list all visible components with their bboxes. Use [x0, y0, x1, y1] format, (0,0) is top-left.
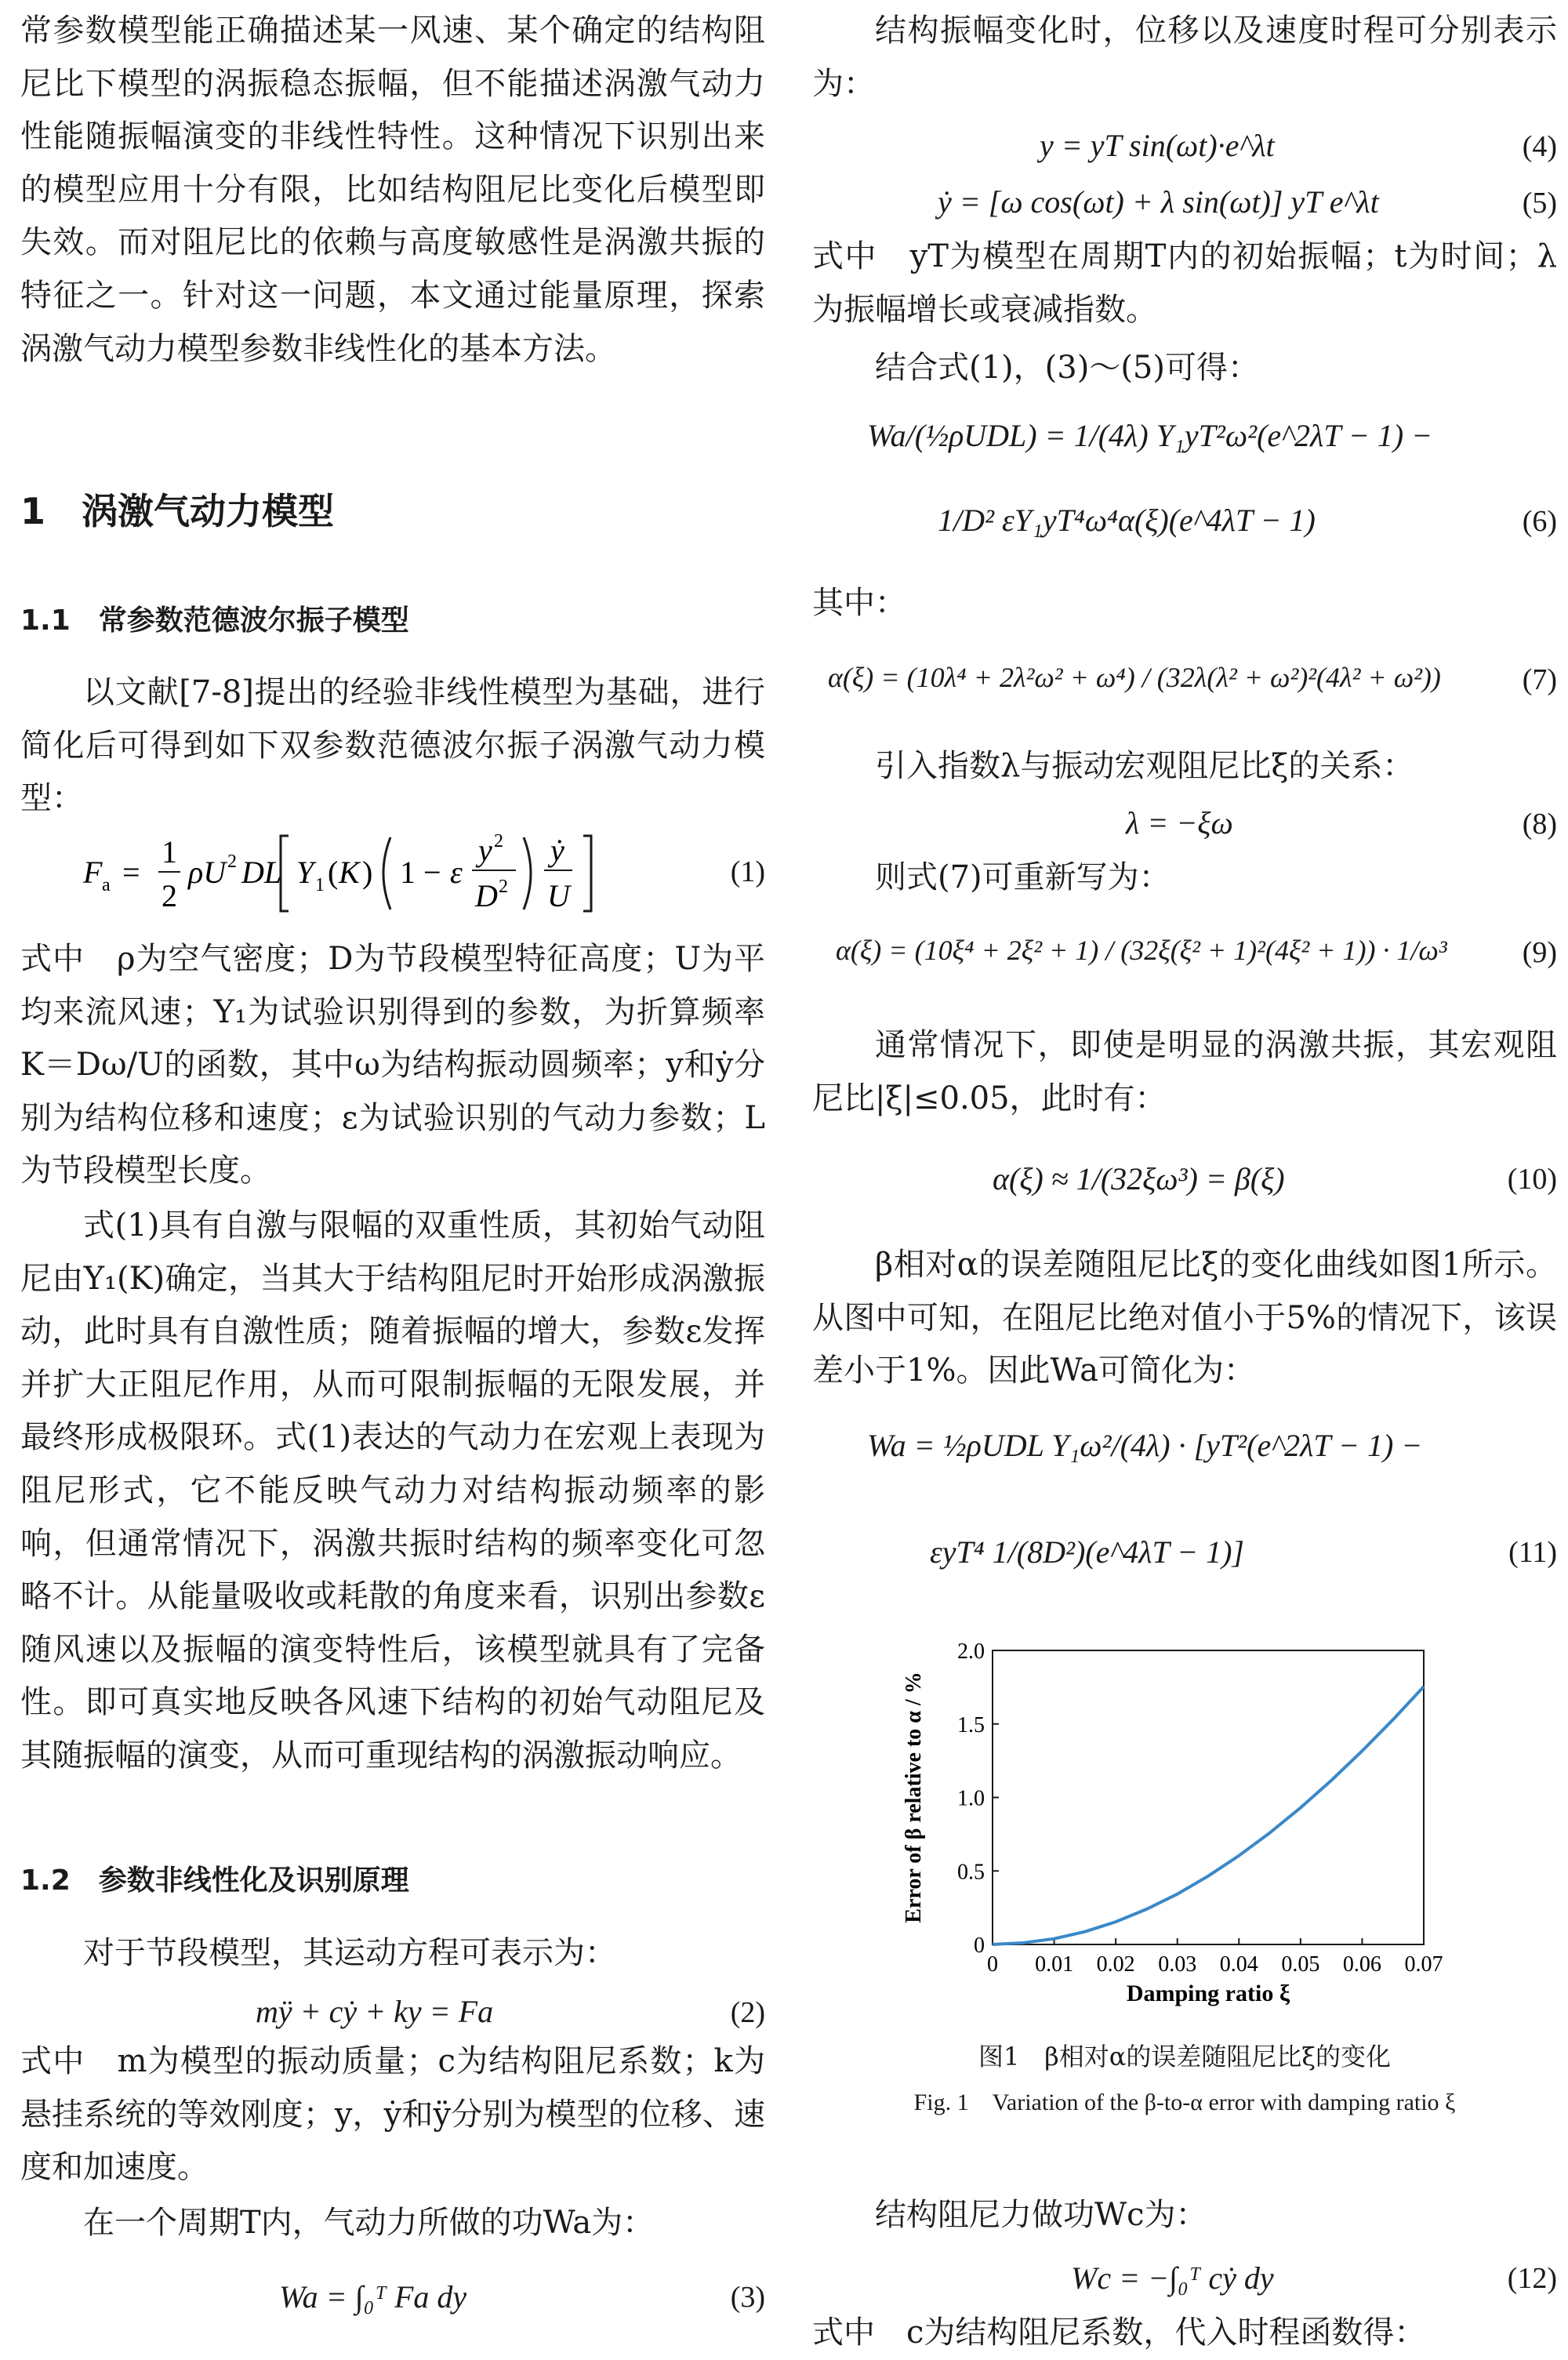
paragraph-motion-equation: 对于节段模型，其运动方程可表示为：	[83, 1935, 616, 1971]
svg-text:a: a	[102, 875, 111, 895]
equation-11-line-1	[812, 1407, 1557, 1485]
x-tick-label: 0.02	[1096, 1952, 1135, 1977]
equation-6-expression-1: Wa/(½ρUDL) = 1/(4λ) Y₁yT²ω²(e^2λT − 1) −	[867, 418, 1433, 453]
equation-1-number: (1)	[730, 855, 765, 888]
svg-text:2: 2	[227, 851, 237, 872]
paragraph-error-description: β相对α的误差随阻尼比ξ的变化曲线如图1所示。从图中可知，在阻尼比绝对值小于5%的情况下，该误差小于1%。因此Wa可简化为：	[812, 1247, 1557, 1389]
equation-7-expression: α(ξ) = (10λ⁴ + 2λ²ω² + ω⁴) / (32λ(λ² + ω²)²(4λ² + ω²))	[828, 662, 1441, 693]
svg-text:D: D	[475, 878, 498, 913]
svg-text:1 −: 1 −	[400, 855, 441, 890]
paragraph-lambda-relation: 引入指数λ与振动宏观阻尼比ξ的关系：	[875, 748, 1414, 784]
equation-6-line-2	[812, 486, 1557, 557]
equation-6-line-1	[812, 401, 1557, 472]
equation-11-line-2	[812, 1513, 1557, 1592]
y-axis-label: Error of β relative to α / %	[902, 1672, 926, 1923]
x-axis-label: Damping ratio ξ	[1126, 1981, 1290, 2006]
svg-text:(: (	[328, 855, 339, 890]
y-tick-label: 1.0	[957, 1786, 985, 1811]
equation-7	[812, 637, 1557, 723]
paragraph-model-discussion: 式(1)具有自激与限幅的双重性质，其初始气动阻尼由Y₁(K)确定，当其大于结构阻尼时开始形成涡激振动，此时具有自激性质；随着振幅的增大，参数ε发挥并扩大正阻尼作用，从而可限制振幅的无限发展，并最终形成极限环。式(1)表达的气动力在宏观上表现为阻尼形式，它不能反映气动力对结构振动频率的影响，但通常情况下，涡激共振时结构的频率变化可忽略不计。从能量吸收或耗散的角度来看，识别出参数ε随风速以及振幅的演变特性后，该模型就具有了完备性。即可真实地反映各风速下结构的初始气动阻尼及其随振幅的演变，从而可重现结构的涡激振动响应。	[20, 1207, 765, 1774]
equation-9	[812, 910, 1557, 996]
equation-8	[812, 795, 1557, 853]
svg-text:): )	[362, 855, 373, 890]
svg-text:ε: ε	[450, 855, 463, 890]
paragraph-substitution: 式中 c为结构阻尼系数，代入时程函数得：	[812, 2315, 1426, 2351]
equation-12	[812, 2239, 1557, 2318]
equation-2	[20, 1984, 765, 2042]
equation-4-expression: y = yT sin(ωt)·e^λt	[1040, 128, 1275, 163]
svg-text:1: 1	[315, 875, 325, 895]
svg-text:K: K	[339, 855, 360, 890]
x-tick-label: 0.05	[1281, 1952, 1320, 1977]
section-1-1-heading: 1.1 常参数范德波尔振子模型	[20, 605, 409, 637]
equation-10-expression: α(ξ) ≈ 1/(32ξω³) = β(ξ)	[993, 1161, 1285, 1196]
x-tick-label: 0.04	[1219, 1952, 1258, 1977]
y-tick-label: 0.5	[957, 1860, 985, 1885]
paragraph-rewrite: 则式(7)可重新写为：	[875, 859, 1171, 895]
equation-1	[20, 825, 765, 919]
intro-paragraph: 常参数模型能正确描述某一风速、某个确定的结构阻尼比下模型的涡振稳态振幅，但不能描述涡激气动力性能随振幅演变的非线性特性。这种情况下识别出来的模型应用十分有限，比如结构阻尼比变化后模型即失效。而对阻尼比的依赖与高度敏感性是涡激共振的特征之一。针对这一问题，本文通过能量原理，探索涡激气动力模型参数非线性化的基本方法。	[20, 13, 765, 367]
equation-3	[20, 2258, 765, 2336]
equation-5-number: (5)	[1522, 187, 1557, 220]
equation-11-expression-1: Wa = ½ρUDL Y₁ω²/(4λ) · [yT²(e^2λT − 1) −	[867, 1428, 1423, 1463]
svg-text:Y: Y	[296, 855, 314, 890]
x-tick-label: 0.03	[1158, 1952, 1197, 1977]
figure-1-caption-en: Fig. 1 Variation of the β-to-α error with damping ratio ξ	[913, 2090, 1456, 2115]
equation-4	[812, 118, 1557, 176]
equation-8-expression: λ = −ξω	[1126, 805, 1233, 841]
series-line-error	[993, 1686, 1424, 1944]
svg-text:2: 2	[499, 877, 508, 897]
equation-6-number: (6)	[1522, 505, 1557, 538]
equation-5	[812, 174, 1557, 232]
paragraph-symbols-2: 式中 m为模型的振动质量；c为结构阻尼系数；k为悬挂系统的等效刚度；y，ẏ和ÿ分别为模型的位移、速度和加速度。	[20, 2043, 765, 2186]
paragraph-model-intro: 以文献[7-8]提出的经验非线性模型为基础，进行简化后可得到如下双参数范德波尔振子涡激气动力模型：	[20, 674, 765, 817]
equation-11-expression-2: εyT⁴ 1/(8D²)(e^4λT − 1)]	[930, 1534, 1244, 1570]
equation-4-number: (4)	[1522, 130, 1557, 163]
equation-1-render	[83, 825, 750, 919]
svg-text:F: F	[83, 855, 103, 890]
paragraph-combine: 结合式(1)，(3)～(5)可得：	[875, 350, 1259, 386]
x-tick-label: 0.01	[1035, 1952, 1074, 1977]
equation-9-number: (9)	[1522, 936, 1557, 969]
equation-12-number: (12)	[1507, 2262, 1557, 2295]
equation-2-expression: mÿ + cẏ + ky = Fa	[256, 1994, 494, 2029]
svg-text:2: 2	[162, 878, 177, 913]
equation-3-expression: Wa = ∫₀ᵀ Fa dy	[279, 2279, 467, 2315]
figure-1-chart	[875, 1643, 1502, 2023]
equation-7-number: (7)	[1522, 663, 1557, 696]
paragraph-where: 其中：	[812, 585, 906, 621]
svg-text:U: U	[547, 878, 570, 913]
y-tick-label: 1.5	[957, 1712, 985, 1737]
paragraph-damping-limit: 通常情况下，即使是明显的涡激共振，其宏观阻尼比|ξ|≤0.05，此时有：	[812, 1027, 1557, 1116]
equation-12-expression: Wc = −∫₀ᵀ cẏ dy	[1071, 2260, 1274, 2296]
svg-text:2: 2	[494, 831, 503, 851]
section-1-2-heading: 1.2 参数非线性化及识别原理	[20, 1864, 409, 1897]
plot-frame	[993, 1650, 1424, 1944]
svg-text:ρU: ρU	[188, 855, 227, 890]
section-1-heading: 1 涡激气动力模型	[20, 490, 335, 532]
x-tick-label: 0.07	[1404, 1952, 1443, 1977]
paragraph-symbols-1: 式中 ρ为空气密度；D为节段模型特征高度；U为平均来流风速；Y₁为试验识别得到的参数，为折算频率K＝Dω/U的函数，其中ω为结构振动圆频率；y和ẏ分别为结构位移和速度；ε为试验识别的气动力参数；L为节段模型长度。	[20, 941, 765, 1189]
svg-text:=: =	[122, 855, 140, 890]
svg-text:ẏ: ẏ	[550, 833, 564, 868]
svg-text:y: y	[478, 833, 492, 868]
equation-8-number: (8)	[1522, 808, 1557, 841]
equation-2-number: (2)	[730, 1996, 765, 2029]
svg-text:DL: DL	[241, 855, 282, 890]
svg-text:1: 1	[162, 834, 177, 870]
y-tick-label: 0	[974, 1933, 985, 1958]
x-tick-label: 0.06	[1342, 1952, 1381, 1977]
equation-10	[812, 1140, 1557, 1218]
equation-9-expression: α(ξ) = (10ξ⁴ + 2ξ² + 1) / (32ξ(ξ² + 1)²(4ξ² + 1)) · 1/ω³	[836, 935, 1447, 966]
paragraph-damping-work: 结构阻尼力做功Wc为：	[875, 2197, 1207, 2233]
paragraph-work-intro: 在一个周期T内，气动力所做的功Wa为：	[83, 2205, 655, 2241]
y-tick-label: 2.0	[957, 1643, 985, 1664]
equation-3-number: (3)	[730, 2281, 765, 2314]
equation-11-number: (11)	[1508, 1536, 1557, 1569]
equation-6-expression-2: 1/D² εY₁yT⁴ω⁴α(ξ)(e^4λT − 1)	[938, 503, 1316, 538]
x-tick-label: 0	[987, 1952, 998, 1977]
equation-5-expression: ẏ = [ω cos(ωt) + λ sin(ωt)] yT e^λt	[938, 184, 1379, 220]
figure-1-caption-cn: 图1 β相对α的误差随阻尼比ξ的变化	[978, 2042, 1392, 2071]
paragraph-time-history-intro: 结构振幅变化时，位移以及速度时程可分别表示为：	[812, 13, 1557, 102]
equation-10-number: (10)	[1507, 1163, 1557, 1196]
paragraph-symbols-3: 式中 yT为模型在周期T内的初始振幅；t为时间；λ为振幅增长或衰减指数。	[812, 238, 1557, 328]
